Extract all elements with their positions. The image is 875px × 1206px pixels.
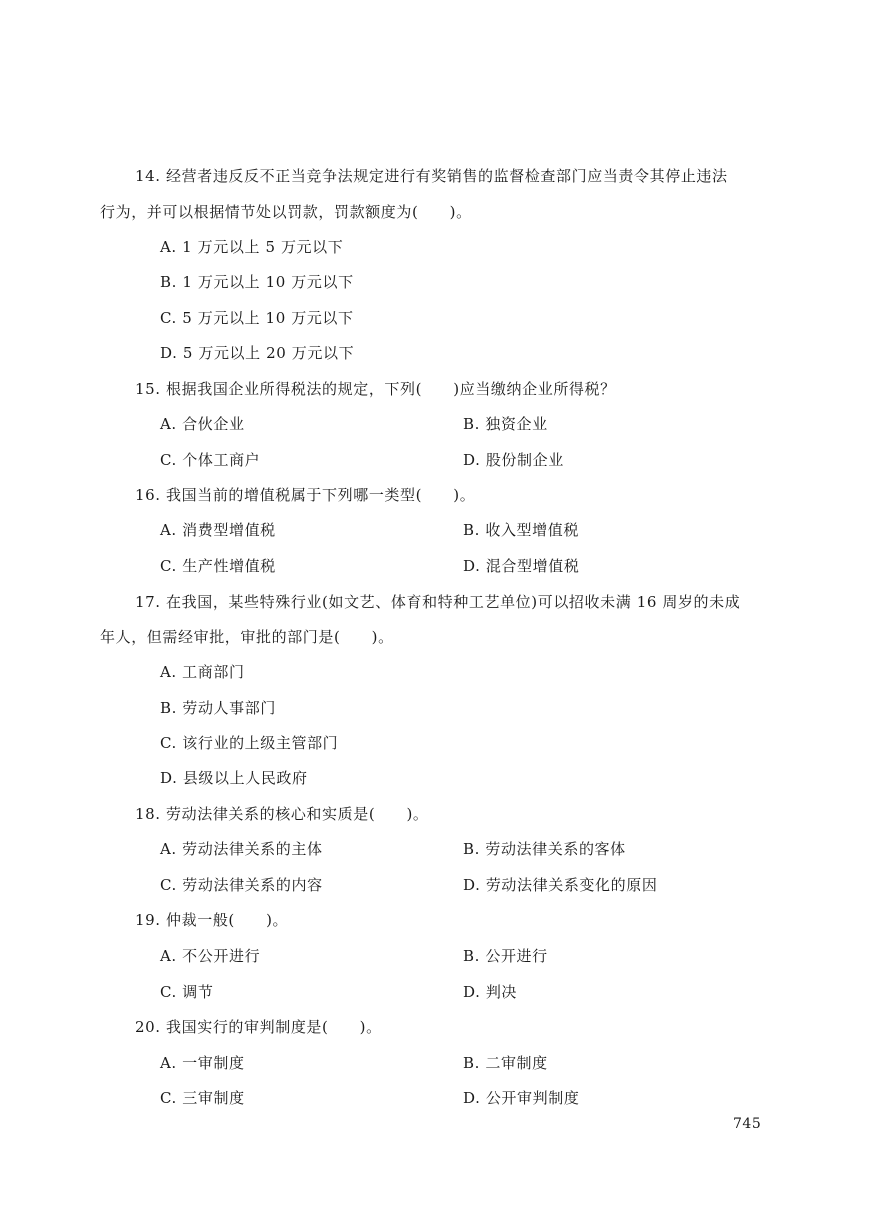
q20-option-c: C. 三审制度 xyxy=(160,1089,245,1107)
q20-option-d: D. 公开审判制度 xyxy=(463,1089,580,1107)
q17-stem-line2: 年人，但需经审批，审批的部门是( )。 xyxy=(100,628,394,646)
q19-option-c: C. 调节 xyxy=(160,983,214,1001)
q15-stem: 15. 根据我国企业所得税法的规定，下列( )应当缴纳企业所得税？ xyxy=(135,380,616,398)
q14-stem-line1: 14. 经营者违反反不正当竞争法规定进行有奖销售的监督检查部门应当责令其停止违法 xyxy=(135,167,728,185)
q17-option-a: A. 工商部门 xyxy=(160,663,245,681)
q16-option-b: B. 收入型增值税 xyxy=(463,521,579,539)
q20-option-a: A. 一审制度 xyxy=(160,1054,245,1072)
q18-option-c: C. 劳动法律关系的内容 xyxy=(160,876,323,894)
q16-stem: 16. 我国当前的增值税属于下列哪一类型( )。 xyxy=(135,486,476,504)
q20-stem: 20. 我国实行的审判制度是( )。 xyxy=(135,1018,382,1036)
q17-option-b: B. 劳动人事部门 xyxy=(160,699,276,717)
q15-option-a: A. 合伙企业 xyxy=(160,415,245,433)
q16-option-c: C. 生产性增值税 xyxy=(160,557,276,575)
q14-option-a: A. 1 万元以上 5 万元以下 xyxy=(160,238,344,256)
q17-option-c: C. 该行业的上级主管部门 xyxy=(160,734,339,752)
q17-option-d: D. 县级以上人民政府 xyxy=(160,769,308,787)
q17-stem-line1: 17. 在我国，某些特殊行业(如文艺、体育和特种工艺单位)可以招收未满 16 周岁的未成 xyxy=(135,593,741,611)
q19-stem: 19. 仲裁一般( )。 xyxy=(135,911,289,929)
q20-option-b: B. 二审制度 xyxy=(463,1054,548,1072)
q18-option-b: B. 劳动法律关系的客体 xyxy=(463,840,626,858)
q15-option-c: C. 个体工商户 xyxy=(160,451,261,469)
q19-option-d: D. 判决 xyxy=(463,983,518,1001)
q16-option-a: A. 消费型增值税 xyxy=(160,521,276,539)
q16-option-d: D. 混合型增值税 xyxy=(463,557,580,575)
q14-option-d: D. 5 万元以上 20 万元以下 xyxy=(160,344,355,362)
q19-option-b: B. 公开进行 xyxy=(463,947,548,965)
q14-option-b: B. 1 万元以上 10 万元以下 xyxy=(160,273,354,291)
q14-option-c: C. 5 万元以上 10 万元以下 xyxy=(160,309,354,327)
page-number: 745 xyxy=(733,1116,762,1132)
q15-option-b: B. 独资企业 xyxy=(463,415,548,433)
q14-stem-line2: 行为，并可以根据情节处以罚款，罚款额度为( )。 xyxy=(100,203,472,221)
q15-option-d: D. 股份制企业 xyxy=(463,451,564,469)
q18-option-a: A. 劳动法律关系的主体 xyxy=(160,840,323,858)
q18-stem: 18. 劳动法律关系的核心和实质是( )。 xyxy=(135,805,429,823)
q18-option-d: D. 劳动法律关系变化的原因 xyxy=(463,876,658,894)
q19-option-a: A. 不公开进行 xyxy=(160,947,261,965)
